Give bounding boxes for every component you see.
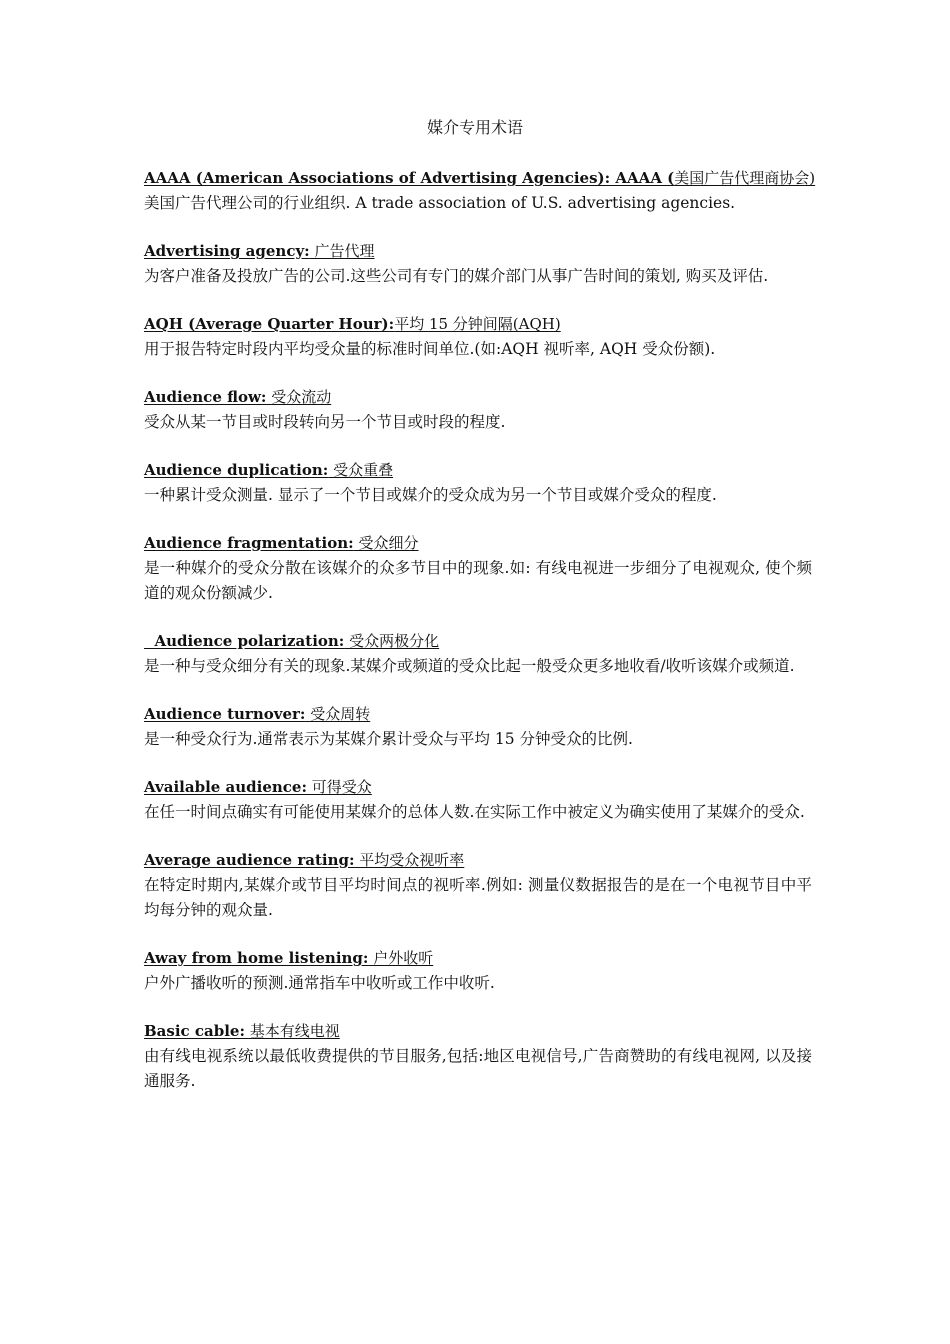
term-chinese: 户外收听 — [368, 949, 434, 967]
glossary-definition: 是一种受众行为.通常表示为某媒介累计受众与平均 15 分钟受众的比例. — [144, 730, 633, 748]
glossary-definition: 是一种与受众细分有关的现象.某媒介或频道的受众比起一般受众更多地收看/收听该媒介或频道. — [144, 657, 795, 675]
document-title: 媒介专用术语 — [426, 118, 523, 137]
term-english: Away from home listening: — [144, 949, 369, 967]
term-chinese: 平均受众视听率 — [354, 851, 465, 869]
term-chinese: 受众两极分化 — [344, 632, 440, 650]
term-english: Audience polarization: — [144, 632, 345, 650]
glossary-term — [144, 704, 812, 724]
term-chinese: 受众周转 — [305, 705, 371, 723]
term-chinese: 受众细分 — [353, 534, 419, 552]
term-chinese: 基本有线电视 — [245, 1022, 340, 1040]
glossary-definition: 用于报告特定时段内平均受众量的标准时间单位.(如:AQH 视听率, AQH 受众份额). — [144, 340, 716, 358]
glossary-entry — [144, 631, 812, 679]
glossary-entry — [144, 1021, 812, 1094]
glossary-term — [144, 948, 812, 968]
glossary-term — [144, 387, 812, 407]
glossary-entry — [144, 241, 812, 289]
glossary-definition: 是一种媒介的受众分散在该媒介的众多节目中的现象.如: 有线电视进一步细分了电视观众, 使个频道的观众份额减少. — [144, 559, 812, 602]
term-english: AQH (Average Quarter Hour): — [144, 315, 395, 333]
glossary-entry — [144, 168, 816, 216]
glossary-definition: 美国广告代理公司的行业组织. A trade association of U.S. advertising agencies. — [144, 194, 736, 212]
glossary-definition: 为客户准备及投放广告的公司.这些公司有专门的媒介部门从事广告时间的策划, 购买及评估. — [144, 267, 769, 285]
term-chinese: 受众流动 — [266, 388, 332, 406]
term-english: Advertising agency: — [144, 242, 310, 260]
glossary-entry — [144, 387, 812, 435]
glossary-definition: 受众从某一节目或时段转向另一个节目或时段的程度. — [144, 413, 506, 431]
glossary-term — [144, 850, 812, 870]
term-chinese: 可得受众 — [307, 778, 372, 796]
glossary-entry — [144, 704, 812, 752]
term-english: Audience duplication: — [144, 461, 329, 479]
term-english: Audience flow: — [144, 388, 267, 406]
glossary-definition: 由有线电视系统以最低收费提供的节目服务,包括:地区电视信号,广告商赞助的有线电视网, 以及接通服务. — [144, 1047, 812, 1090]
glossary-term — [144, 631, 812, 651]
glossary-entry — [144, 777, 812, 825]
glossary-definition: 在特定时期内,某媒介或节目平均时间点的视听率.例如: 测量仪数据报告的是在一个电视节目中平均每分钟的观众量. — [144, 876, 812, 919]
glossary-entry — [144, 460, 812, 508]
glossary-entry — [144, 948, 812, 996]
term-english: Basic cable: — [144, 1022, 246, 1040]
glossary-term — [144, 460, 812, 480]
glossary-definition: 在任一时间点确实有可能使用某媒介的总体人数.在实际工作中被定义为确实使用了某媒介的受众. — [144, 803, 805, 821]
glossary-definition: 户外广播收听的预测.通常指车中收听或工作中收听. — [144, 974, 495, 992]
glossary-definition: 一种累计受众测量. 显示了一个节目或媒介的受众成为另一个节目或媒介受众的程度. — [144, 486, 717, 504]
term-english: Available audience: — [144, 778, 308, 796]
glossary-term — [144, 777, 812, 797]
glossary-entry — [144, 314, 812, 362]
term-chinese: 美国广告代理商协会) — [674, 169, 816, 187]
glossary-term — [144, 241, 812, 261]
term-chinese: 受众重叠 — [328, 461, 394, 479]
term-english: Audience turnover: — [144, 705, 306, 723]
glossary-list — [144, 168, 816, 1119]
term-chinese: 平均 15 分钟间隔(AQH) — [394, 315, 561, 333]
glossary-term — [144, 168, 816, 188]
term-chinese: 广告代理 — [309, 242, 375, 260]
glossary-entry — [144, 850, 812, 923]
term-english: Audience fragmentation: — [144, 534, 354, 552]
term-english: AAAA (American Associations of Advertising Agencies): AAAA ( — [144, 169, 675, 187]
glossary-term — [144, 1021, 812, 1041]
glossary-term — [144, 533, 812, 553]
glossary-term — [144, 314, 812, 334]
glossary-entry — [144, 533, 812, 606]
term-english: Average audience rating: — [144, 851, 355, 869]
